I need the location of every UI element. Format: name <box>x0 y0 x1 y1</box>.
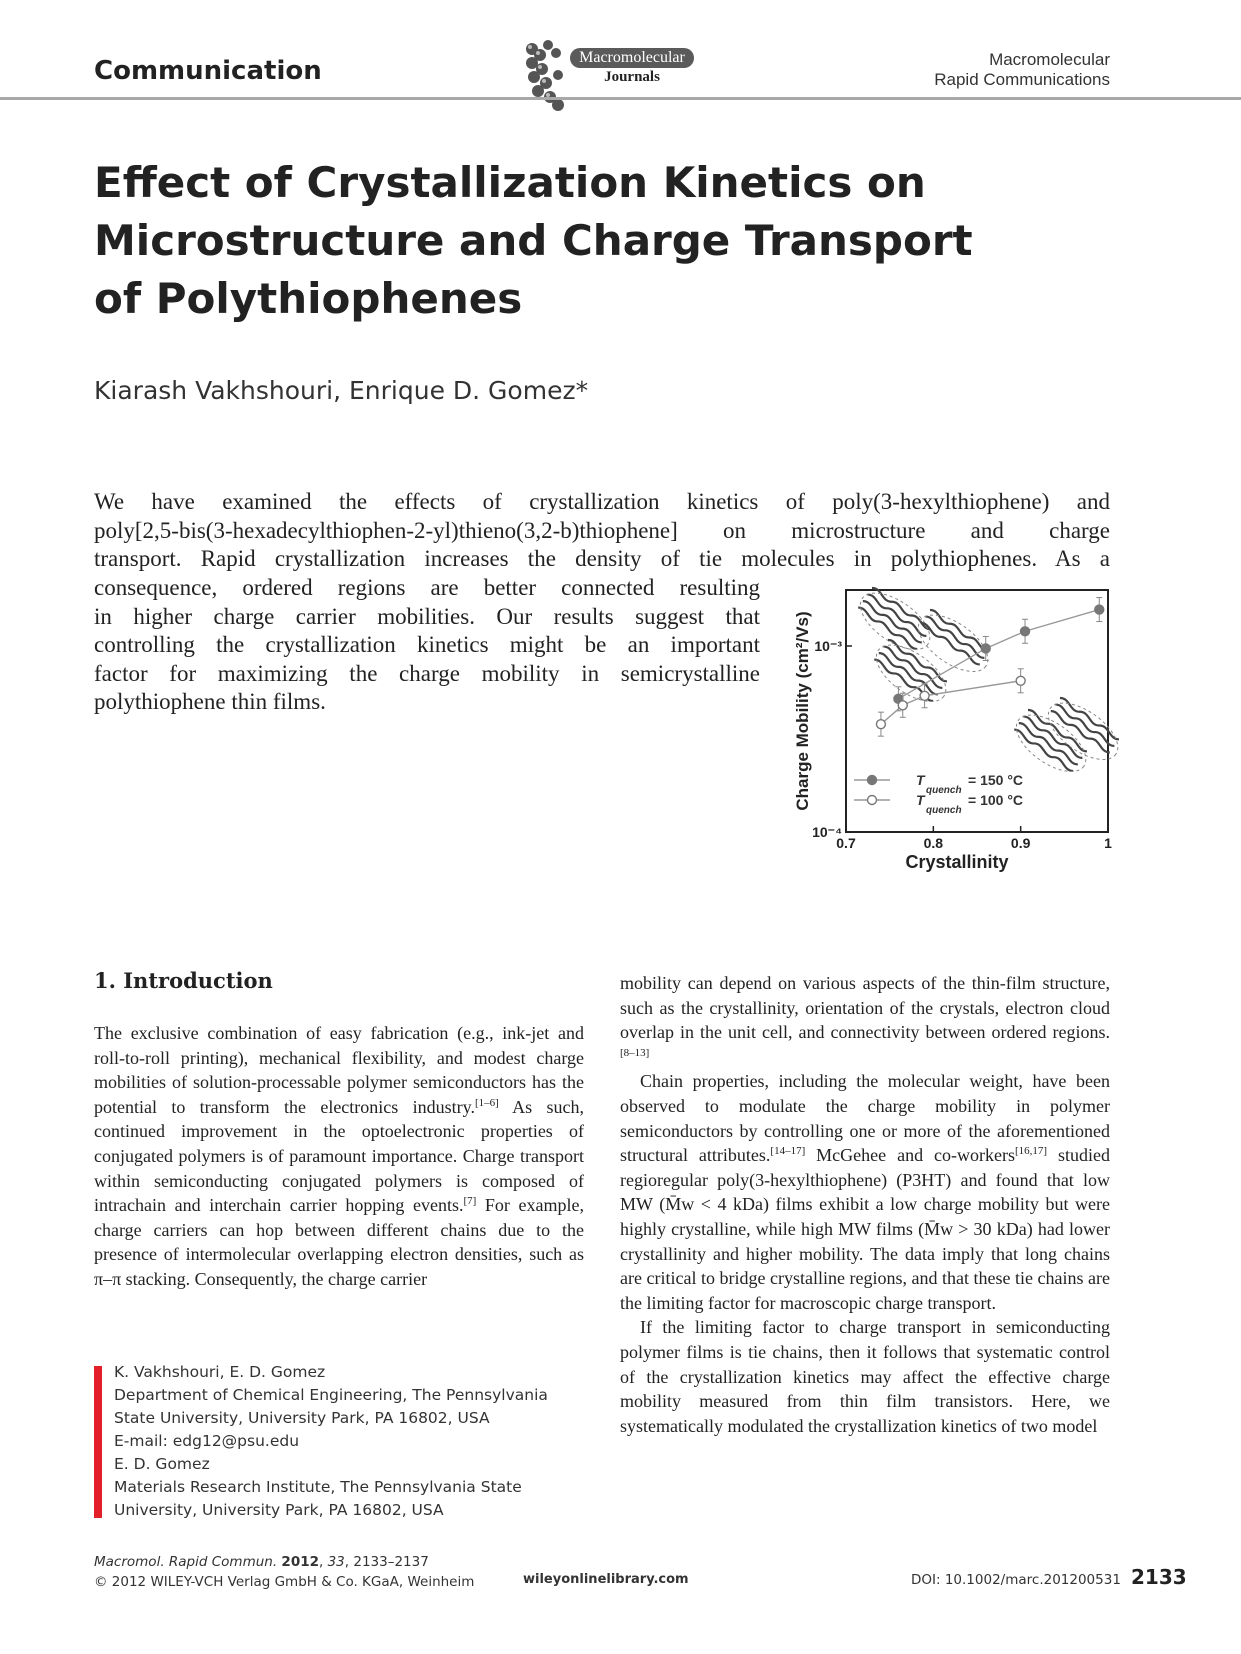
series-line <box>898 610 1099 699</box>
affiliation-line: University, University Park, PA 16802, USA <box>114 1501 444 1519</box>
x-axis-label: Crystallinity <box>905 852 1009 872</box>
reference: [7] <box>463 1195 477 1208</box>
reference: [14–17] <box>770 1145 806 1158</box>
author-list: Kiarash Vakhshouri, Enrique D. Gomez* <box>94 376 589 405</box>
article-title <box>94 154 974 328</box>
y-tick-label: 10⁻³ <box>814 637 842 654</box>
data-point <box>1021 627 1030 636</box>
abstract-line: polythiophene thin films. <box>94 689 326 714</box>
abstract-wrapped <box>94 574 760 717</box>
abstract-line: poly[2,5-bis(3-hexadecylthiophen-2-yl)thieno(3,2-b)thiophene] on microstructure and charge <box>94 517 1110 543</box>
journal-name <box>934 50 1110 90</box>
affiliation-accent-bar <box>94 1366 102 1518</box>
website-link[interactable]: wileyonlinelibrary.com <box>523 1572 689 1587</box>
y-tick-label: 10⁻⁴ <box>812 824 842 840</box>
polymer-chain-illustration <box>1013 728 1074 772</box>
legend-subscript: quench <box>926 785 962 796</box>
legend-symbol: T <box>916 772 925 788</box>
data-point <box>1095 605 1104 614</box>
y-axis-label: Charge Mobility (cm²/Vs) <box>793 611 812 811</box>
paragraph: If the limiting factor to charge transport in semiconducting polymer films is tie chains, then it follows that systematic control of the crystallization kinetics may affect the effective charge mobility measured from thin film transistors. Here, we systematically modulated the crystallization kinetics of two model <box>620 1317 1110 1436</box>
paragraph: mobility can depend on various aspects of the thin-film structure, such as the crystallinity, orientation of the crystals, electron cloud overlap in the unit cell, and connectivity between ordered regions.[8–13] <box>620 973 1110 1059</box>
right-column <box>620 971 1110 1438</box>
molecule-logo-icon <box>518 35 578 115</box>
section-label: Communication <box>94 56 322 86</box>
legend-label: = 100 °C <box>968 792 1024 808</box>
affiliation-block <box>114 1361 548 1522</box>
header-rule <box>0 97 1241 100</box>
reference: [1–6] <box>474 1096 499 1109</box>
page-number: 2133 <box>1131 1565 1187 1589</box>
polymer-chain-illustration <box>1054 703 1115 747</box>
journal-name-line2: Rapid Communications <box>934 70 1110 89</box>
reference: [16,17] <box>1014 1145 1048 1158</box>
footer-citation <box>94 1552 474 1592</box>
title-line: Effect of Crystallization Kinetics on <box>94 158 926 207</box>
data-point <box>898 701 907 710</box>
affiliation-line: E. D. Gomez <box>114 1455 210 1473</box>
email: E-mail: edg12@psu.edu <box>114 1432 300 1450</box>
data-point <box>876 720 885 729</box>
legend-label: = 150 °C <box>968 772 1024 788</box>
abstract-line: controlling the crystallization kinetics might be an important <box>94 632 760 657</box>
x-tick-label: 0.9 <box>1010 835 1031 851</box>
abstract-line: factor for maximizing the charge mobility in semicrystalline <box>94 660 760 686</box>
x-tick-label: 0.7 <box>836 835 856 851</box>
polymer-chain-illustration <box>866 593 927 637</box>
paragraph: Chain properties, including the molecular weight, have been observed to modulate the charge mobility in polymer semiconductors by controlling one or more of the aforementioned structural attributes.[14–17] McGehee and co-workers[16,17] studied regioregular poly(3-hexylthiophene) (P3HT) and found that low MW (M̄w < 4 kDa) films exhibit a low charge mobility but were highly crystalline, while high MW films (M̄w > 30 kDa) had lower crystallinity and higher mobility. The data imply that long chains are critical to bridge crystalline regions, and that these tie chains are the limiting factor for macroscopic charge transport. <box>620 1071 1110 1313</box>
paragraph: The exclusive combination of easy fabrication (e.g., ink-jet and roll-to-roll printing), mechanical flexibility, and modest charge mobilities of solution-processable polymer semiconductors has the potential to transform the electronics industry.[1–6] As such, continued improvement in the optoelectronic properties of conjugated polymers is of paramount importance. Charge transport within semiconducting conjugated polymers is composed of intrachain and interchain carrier hopping events.[7] For example, charge carriers can hop between different chains due to the presence of intermolecular overlapping electron densities, such as π–π stacking. Consequently, the charge carrier <box>94 1023 584 1289</box>
title-line: of Polythiophenes <box>94 274 523 323</box>
reference: [8–13] <box>620 1046 650 1059</box>
doi[interactable]: DOI: 10.1002/marc.201200531 <box>911 1572 1121 1588</box>
polymer-chain-illustration-outline <box>909 604 997 683</box>
abstract-line: transport. Rapid crystallization increases the density of tie molecules in polythiophenes. As a <box>94 546 1110 571</box>
abstract-top <box>94 488 1110 574</box>
data-point <box>1016 676 1025 685</box>
legend-symbol: T <box>916 792 925 808</box>
polymer-chain-illustration-outline <box>851 582 939 661</box>
journal-name-line1: Macromolecular <box>989 50 1110 69</box>
abstract-line: in higher charge carrier mobilities. Our results suggest that <box>94 603 760 629</box>
toc-chart <box>780 580 1120 890</box>
legend-marker <box>868 776 877 785</box>
polymer-chain-illustration <box>857 606 918 650</box>
abstract-line: We have examined the effects of crystallization kinetics of poly(3-hexylthiophene) and <box>94 489 1110 514</box>
data-point <box>981 644 990 653</box>
polymer-chain-illustration <box>878 652 939 696</box>
polymer-chain-illustration <box>1018 722 1079 766</box>
data-point <box>920 691 929 700</box>
affiliation-line: Department of Chemical Engineering, The Pennsylvania <box>114 1386 548 1404</box>
polymer-chain-illustration <box>1022 715 1083 759</box>
polymer-chain-illustration <box>882 645 943 689</box>
logo-text-macromolecular: Macromolecular <box>570 48 694 68</box>
legend-subscript: quench <box>926 805 962 816</box>
journal-logo <box>518 35 700 115</box>
citation-line: Macromol. Rapid Commun. 2012, 33, 2133–2137 <box>94 1554 429 1570</box>
polymer-chain-illustration <box>920 622 981 666</box>
copyright: © 2012 WILEY-VCH Verlag GmbH & Co. KGaA, Weinheim <box>94 1574 475 1590</box>
polymer-chain-illustration-outline <box>1007 704 1095 783</box>
affiliation-line: Materials Research Institute, The Pennsylvania State <box>114 1478 522 1496</box>
polymer-chain-illustration <box>924 615 985 659</box>
abstract-line: consequence, ordered regions are better connected resulting <box>94 575 760 600</box>
x-tick-label: 1 <box>1104 835 1112 851</box>
affiliation-line: K. Vakhshouri, E. D. Gomez <box>114 1363 326 1381</box>
x-tick-label: 0.8 <box>923 835 944 851</box>
section-heading: 1. Introduction <box>94 968 273 993</box>
legend-marker <box>868 796 877 805</box>
title-line: Microstructure and Charge Transport <box>94 216 973 265</box>
affiliation-line: State University, University Park, PA 16802, USA <box>114 1409 490 1427</box>
logo-text-journals: Journals <box>604 69 660 85</box>
left-column <box>94 1021 584 1292</box>
polymer-chain-illustration <box>862 600 923 644</box>
